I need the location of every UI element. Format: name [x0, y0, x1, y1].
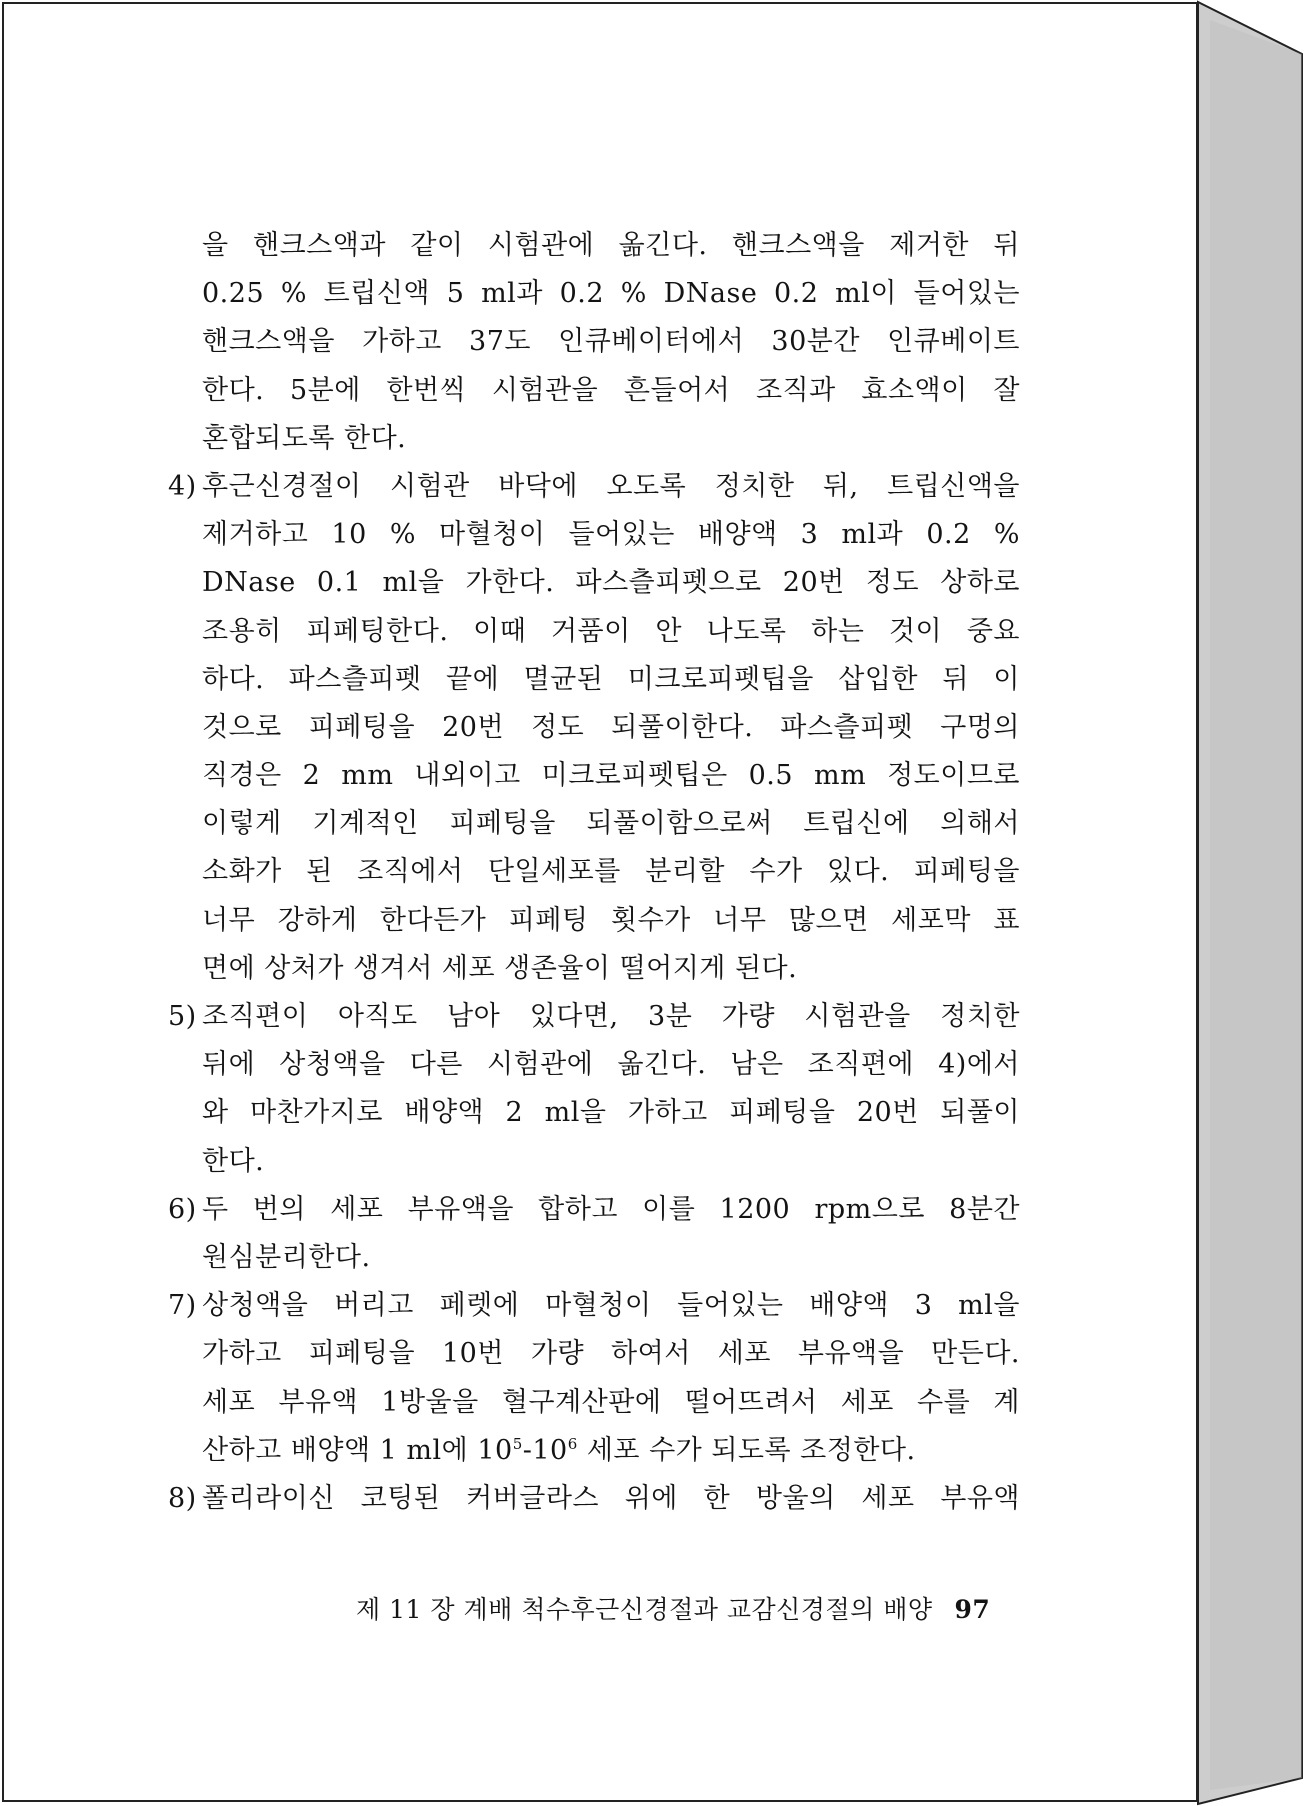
- text-line: 상청액을 버리고 페렛에 마혈청이 들어있는 배양액 3 ml을: [202, 1290, 1020, 1322]
- text-line: 한다. 5분에 한번씩 시험관을 흔들어서 조직과 효소액이 잘: [202, 374, 1020, 406]
- text-line: 가하고 피페팅을 10번 가량 하여서 세포 부유액을 만든다.: [202, 1338, 1020, 1370]
- text-segment: 세포 수가 되도록 조정한다.: [577, 1434, 916, 1466]
- text-line: DNase 0.1 ml을 가한다. 파스츨피펫으로 20번 정도 상하로: [202, 567, 1020, 599]
- text-line: 조용히 피페팅한다. 이때 거품이 안 나도록 하는 것이 중요: [202, 615, 1020, 647]
- exponent: 5: [512, 1434, 523, 1453]
- text-line: 0.25 % 트립신액 5 ml과 0.2 % DNase 0.2 ml이 들어있는: [202, 278, 1020, 310]
- text-line: 하다. 파스츨피펫 끝에 멸균된 미크로피펫팁을 삽입한 뒤 이: [202, 663, 1020, 695]
- text-line: 소화가 된 조직에서 단일세포를 분리할 수가 있다. 피페팅을: [202, 856, 1020, 888]
- body-text: [160, 222, 1020, 1523]
- text-line: 이렇게 기계적인 피페팅을 되풀이함으로써 트립신에 의해서: [202, 808, 1020, 840]
- text-line: 와 마찬가지로 배양액 2 ml을 가하고 피페팅을 20번 되풀이: [202, 1097, 1020, 1129]
- step-number: 4): [168, 470, 197, 502]
- step-number: 8): [168, 1482, 197, 1514]
- text-segment: 산하고 배양액 1 ml에 10: [202, 1434, 513, 1466]
- text-line: 것으로 피페팅을 20번 정도 되풀이한다. 파스츨피펫 구멍의: [202, 711, 1020, 743]
- step-number: 6): [168, 1193, 197, 1225]
- step-number: 7): [168, 1290, 197, 1322]
- exponent: 6: [567, 1434, 578, 1453]
- text-line: 면에 상처가 생겨서 세포 생존율이 떨어지게 된다.: [202, 952, 798, 984]
- step-8: [160, 1475, 1020, 1523]
- step-5: [160, 993, 1020, 1186]
- text-line-with-exponent: [202, 1427, 1020, 1475]
- text-line: 두 번의 세포 부유액을 합하고 이를 1200 rpm으로 8분간: [202, 1193, 1020, 1225]
- text-line: 한다.: [202, 1145, 265, 1177]
- text-line: 제거하고 10 % 마혈청이 들어있는 배양액 3 ml과 0.2 %: [202, 519, 1020, 551]
- step-6: [160, 1186, 1020, 1282]
- step-number: 5): [168, 1001, 197, 1032]
- text-line: 핸크스액을 가하고 37도 인큐베이터에서 30분간 인큐베이트: [202, 326, 1020, 358]
- text-line: 너무 강하게 한다든가 피페팅 횟수가 너무 많으면 세포막 표: [202, 904, 1020, 936]
- text-line: 을 핸크스액과 같이 시험관에 옮긴다. 핸크스액을 제거한 뒤: [202, 230, 1020, 261]
- page-thickness-shade: [1210, 20, 1302, 1790]
- step-7: [160, 1282, 1020, 1475]
- text-line: 세포 부유액 1방울을 혈구계산판에 떨어뜨려서 세포 수를 계: [202, 1386, 1020, 1418]
- chapter-title: 제 11 장 계배 척수후근신경절과 교감신경절의 배양: [356, 1595, 933, 1624]
- text-line: 직경은 2 mm 내외이고 미크로피펫팁은 0.5 mm 정도이므로: [202, 760, 1020, 792]
- step-4: [160, 463, 1020, 993]
- text-line: 폴리라이신 코팅된 커버글라스 위에 한 방울의 세포 부유액: [202, 1482, 1020, 1514]
- page-number: 97: [954, 1595, 991, 1624]
- text-line: 후근신경절이 시험관 바닥에 오도록 정치한 뒤, 트립신액을: [202, 470, 1020, 502]
- text-line: 조직편이 아직도 남아 있다면, 3분 가량 시험관을 정치한: [202, 1001, 1020, 1032]
- text-line: 뒤에 상청액을 다른 시험관에 옮긴다. 남은 조직편에 4)에서: [202, 1049, 1020, 1081]
- text-line: 원심분리한다.: [202, 1241, 371, 1273]
- continued-paragraph: [160, 222, 1020, 463]
- running-footer: [356, 1590, 990, 1626]
- text-segment: -10: [522, 1434, 568, 1466]
- text-line: 혼합되도록 한다.: [202, 422, 407, 454]
